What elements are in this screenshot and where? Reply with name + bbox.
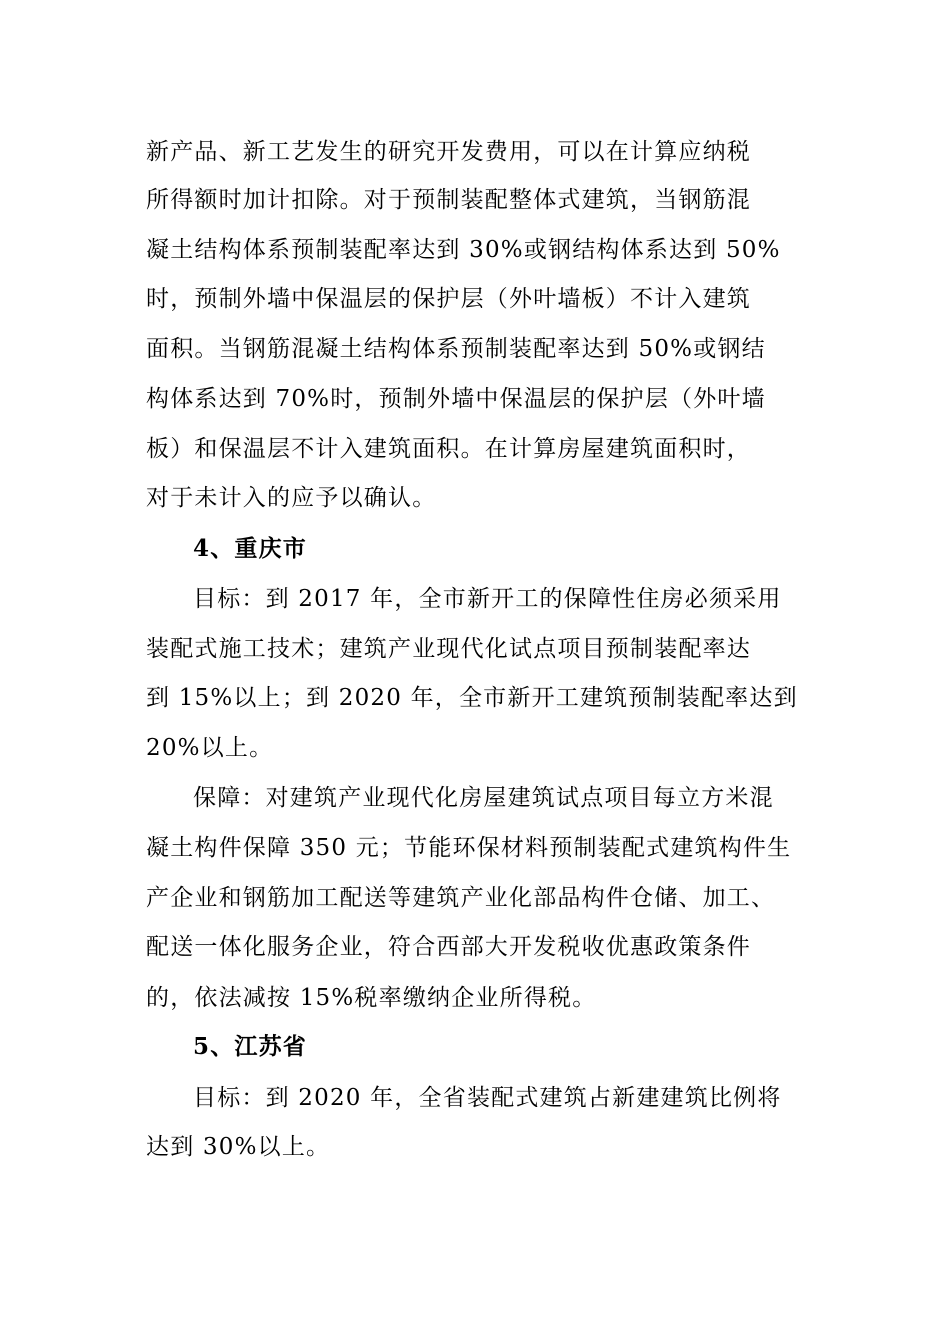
paragraph-line: 20%以上。 <box>146 735 274 761</box>
paragraph-line: 凝土结构体系预制装配率达到 30%或钢结构体系达到 50% <box>146 237 781 263</box>
paragraph-line: 新产品、新工艺发生的研究开发费用，可以在计算应纳税 <box>146 139 751 165</box>
paragraph-line: 面积。当钢筋混凝土结构体系预制装配率达到 50%或钢结 <box>146 336 766 362</box>
section-heading-chongqing: 4、重庆市 <box>193 535 308 562</box>
paragraph-line: 对于未计入的应予以确认。 <box>146 485 437 511</box>
paragraph-line: 所得额时加计扣除。对于预制装配整体式建筑，当钢筋混 <box>146 187 751 213</box>
paragraph-line: 板）和保温层不计入建筑面积。在计算房屋建筑面积时， <box>146 436 751 462</box>
paragraph-line: 达到 30%以上。 <box>146 1134 331 1160</box>
paragraph-line: 构体系达到 70%时，预制外墙中保温层的保护层（外叶墙 <box>146 386 766 412</box>
section-heading-jiangsu: 5、江苏省 <box>193 1033 308 1060</box>
paragraph-line: 时，预制外墙中保温层的保护层（外叶墙板）不计入建筑 <box>146 286 751 312</box>
paragraph-line: 的，依法减按 15%税率缴纳企业所得税。 <box>146 985 597 1011</box>
target-paragraph-line: 目标：到 2017 年，全市新开工的保障性住房必须采用 <box>193 586 782 612</box>
paragraph-line: 凝土构件保障 350 元；节能环保材料预制装配式建筑构件生 <box>146 835 792 861</box>
paragraph-line: 配送一体化服务企业，符合西部大开发税收优惠政策条件 <box>146 934 751 960</box>
target-paragraph-line: 目标：到 2020 年，全省装配式建筑占新建建筑比例将 <box>193 1085 782 1111</box>
support-paragraph-line: 保障：对建筑产业现代化房屋建筑试点项目每立方米混 <box>193 785 774 811</box>
paragraph-line: 到 15%以上；到 2020 年，全市新开工建筑预制装配率达到 <box>146 685 798 711</box>
paragraph-line: 产企业和钢筋加工配送等建筑产业化部品构件仓储、加工、 <box>146 885 776 911</box>
paragraph-line: 装配式施工技术；建筑产业现代化试点项目预制装配率达 <box>146 636 751 662</box>
